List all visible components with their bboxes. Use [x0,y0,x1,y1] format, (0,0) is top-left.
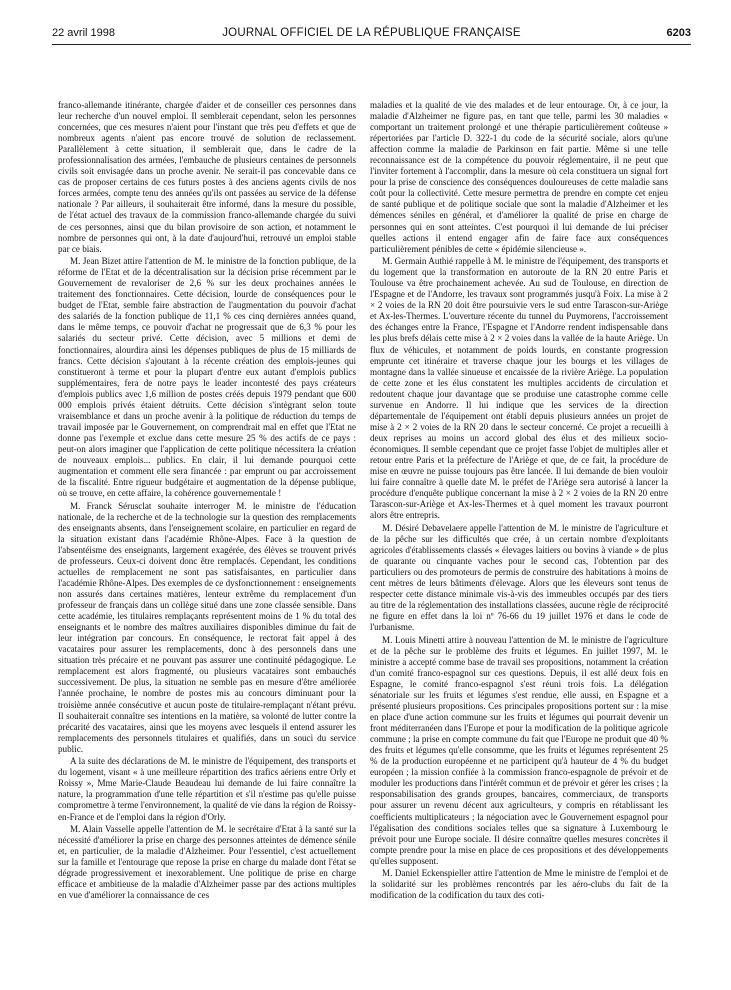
paragraph: M. Franck Sérusclat souhaite interroger M. le ministre de l'éducation nationale, de la recherche et de la technologie sur la question des remplacements des enseignants absents, dans l'enseignement scolaire, en particulier en regard de la situation existant dans l'académie Rhône-Alpes. Face à la question de l'absentéisme des enseignants, largement exagérée, des élèves se trouvent privés de professeurs. Ceux-ci doivent donc être remplacés. Cependant, les conditions actuelles de remplacement ne sont pas satisfaisantes, en particulier dans l'académie Rhône-Alpes. Des exemples de ce dysfonctionnement : enseignements non assurés dans certaines matières, lenteur extrême du remplacement d'un professeur de français dans un collège situé dans une zone classée sensible. Dans cette académie, les titulaires remplaçants représentent moins de 1 % du total des enseignants et le nombre des maîtres auxiliaires disponibles diminue du fait de leur intégration par concours. En conséquence, le rectorat fait appel à des vacataires pour assurer les remplacements, donc à des personnels dans une situation très précaire et ne pouvant pas assurer une continuité pédagogique. Le remplacement est alors fragmenté, ou plusieurs vacataires sont embauchés successivement. De plus, la situation ne semble pas en mesure d'être améliorée l'année prochaine, le nombre de postes mis au concours diminuant pour la troisième année consécutive et aucun poste de titulaire-remplaçant n'étant prévu. Il souhaiterait connaître ses intentions en la matière, sa volonté de lutter contre la précarité des vacataires, ainsi que les moyens avec lesquels il entend assurer les remplacements des personnels titulaires et qualifiés, dans un souci du service public. [58,500,356,754]
header-rule [52,44,691,45]
paragraph: franco-allemande itinérante, chargée d'aider et de conseiller ces personnes dans leur recherche d'un nouvel emploi. Il semblerait cependant, selon les personnes concernées, que ces mesures n'aient pour l'instant que très peu d'effets et que de nombreux agents n'aient pas encore trouvé de solution de reclassement. Parallèlement à cette situation, il semblerait que, dans le cadre de la professionnalisation des armées, l'embauche de plusieurs centaines de personnels civils soit envisagée dans un proche avenir. Ne serait-il pas concevable dans ce cas de proposer certains de ces futurs postes à des anciens agents civils de nos forces armées, compte tenu des années qu'ils ont passées au service de la défense nationale ? Par ailleurs, il souhaiterait être informé, dans la mesure du possible, de l'état actuel des travaux de la commission franco-allemande chargée du suivi de ces personnes, ainsi que du bilan provisoire de son action, et notamment le nombre de personnes qui ont, à la date d'aujourd'hui, retrouvé un emploi stable par ce biais. [58,100,356,254]
issue-date: 22 avril 1998 [52,27,115,39]
left-column [58,100,356,980]
paragraph: M. Germain Authié rappelle à M. le ministre de l'équipement, des transports et du logement que la transformation en autoroute de la RN 20 entre Paris et Toulouse va être prochainement achevée. Au sud de Toulouse, en direction de l'Espagne et de l'Andorre, les travaux sont programmés jusqu'à Foix. La mise à 2 × 2 voies de la RN 20 doit être poursuivie vers le sud entre Tarascon-sur-Ariège et Ax-les-Thermes. L'ouverture récente du tunnel du Puymorens, l'accroissement des échanges entre la France, l'Espagne et l'Andorre rendent indispensable dans les plus brefs délais cette mise à 2 × 2 voies dans la vallée de la haute Ariège. Un flux de véhicules, et notamment de poids lourds, en constante progression emprunte cet itinéraire et traverse chaque jour les bourgs et les villages de montagne dans la vallée sinueuse et encaissée de la rivière Ariège. La population de cette zone et les élus constatent les multiples accidents de circulation et redoutent chaque jour davantage que se produise une catastrophe comme celle survenue en Andorre. Il lui indique que les services de la direction départementale de l'équipement ont établi depuis plusieurs années un projet de mise à 2 × 2 voies de la RN 20 dans le secteur concerné. Ce projet a recueilli à deux reprises au moins un accord global des élus et des milieux socio-économiques. Il semble cependant que ce projet fasse l'objet de multiples aller et retour entre Paris et la préfecture de l'Ariège et que, de ce fait, la procédure de mise en œuvre ne puisse toujours pas être lancée. Il lui demande de bien vouloir lui faire connaître à quelle date M. le préfet de l'Ariège sera autorisé à lancer la procédure d'enquête publique concernant la mise à 2 × 2 voies de la RN 20 entre Tarascon-sur-Ariège et Ax-les-Thermes et à quel moment les travaux pourront alors être entrepris. [370,256,668,521]
paragraph: M. Désiré Debavelaere appelle l'attention de M. le ministre de l'agriculture et de la pêche sur les difficultés que crée, à un certain nombre d'exploitants agricoles d'établissements classés « élevages laitiers ou bovins à viande » de plus de quarante ou cinquante vaches pour le second cas, l'obtention par des particuliers ou des promoteurs de permis de construire des habitations à moins de cent mètres de leurs bâtiments d'élevage. Alors que les éleveurs sont tenus de respecter cette distance minimale vis-à-vis des immeubles occupés par des tiers au titre de la réglementation des installations classées, aucune règle de réciprocité ne figure en effet dans la loi nº 76-66 du 19 juillet 1976 et dans le code de l'urbanisme. [370,522,668,633]
paragraph: M. Daniel Eckenspieller attire l'attention de Mme le ministre de l'emploi et de la solidarité sur les problèmes rencontrés par les aéro-clubs du fait de la modification de la codification du taux des coti- [370,868,668,901]
paragraph: M. Jean Bizet attire l'attention de M. le ministre de la fonction publique, de la réforme de l'Etat et de la décentralisation sur la décision prise récemment par le Gouvernement de revaloriser de 2,6 % sur les deux prochaines années le traitement des fonctionnaires. Cette décision, lourde de conséquences pour le budget de l'Etat, semble faire abstraction de l'augmentation du pouvoir d'achat des salariés de la fonction publique de 11,1 % ces cinq dernières années quand, dans le même temps, ce pouvoir d'achat ne progressait que de 6,3 % pour les salariés du secteur privé. Cette décision, avec 5 millions et demi de fonctionnaires, alourdira ainsi les dépenses publiques de plus de 15 milliards de francs. Cette décision s'ajoutant à la récente création des emplois-jeunes qui constitueront à terme et pour la plupart d'entre eux autant d'emplois publics supplémentaires, fera de notre pays le leader incontesté des pays créateurs d'emplois publics avec 1,6 million de postes créés depuis 1979 pendant que 600 000 emplois privés étaient détruits. Cette décision s'intègrant selon toute vraisemblance et dans un proche avenir à la politique de réduction du temps de travail imposée par le Gouvernement, on comprendrait mal en effet que l'Etat ne donne pas l'exemple et exclue dans cette mesure 25 % des actifs de ce pays : peut-on alors imaginer que l'application de cette politique nécessitera la création de nouveaux emplois... publics. En clair, il lui demande pourquoi cette augmentation et comment elle sera financée : par emprunt ou par accroissement de la fiscalité. Entre rigueur budgétaire et augmentation de la dépense publique, où se trouve, en cette affaire, la cohérence gouvernementale ! [58,256,356,499]
paragraph: M. Louis Minetti attire à nouveau l'attention de M. le ministre de l'agriculture et de la pêche sur le problème des fruits et légumes. En juillet 1997, M. le ministre a accepté comme base de travail ses propositions, notamment la création d'un comité franco-espagnol sur ces questions. Depuis, il est allé deux fois en Espagne, le comité franco-espagnol s'est réuni trois fois. La délégation sénatoriale sur les fruits et légumes s'est rendue, elle aussi, en Espagne et a présenté plusieurs propositions. Ces principales propositions portent sur : la mise en place d'une action commune sur les fruits et légumes qui pourrait devenir un front méditerranéen dans l'Europe et pour la modification de la politique agricole commune ; la prise en compte commune du fait que l'Europe ne produit que 40 % des fruits et légumes qu'elle consomme, que les fruits et légumes représentent 25 % de la production européenne et ne participent qu'à hauteur de 4 % du budget européen ; la mission confiée à la commission franco-espagnole de prévoir et de moduler les productions dans l'intérêt commun et de prévoir et gérer les crises ; la responsabilisation des grands groupes, bancaires, commerciaux, de transports pour assurer un revenu décent aux agriculteurs, y compris en rétablissant les coefficients multiplicateurs ; la négociation avec le Gouvernement espagnol pour l'égalisation des conditions sociales telles que sa signature à Luxembourg le prévoit pour une Europe sociale. Il désire connaître quelles mesures concrètes il compte prendre pour la mise en place de ces propositions et des développements qu'elles supposent. [370,634,668,866]
page-number: 6203 [666,27,691,39]
right-column [370,100,668,980]
paragraph: A la suite des déclarations de M. le ministre de l'équipement, des transports et du logement, visant « à une meilleure répartition des trafics aériens entre Orly et Roissy », Mme Marie-Claude Beaudeau lui demande de lui faire connaître la nature, la programmation d'une telle répartition et s'il n'estime pas qu'elle puisse compromettre à terme l'environnement, la qualité de vie dans la région de Roissy-en-France et de l'emploi dans la région d'Orly. [58,756,356,822]
paragraph: M. Alain Vasselle appelle l'attention de M. le secrétaire d'Etat à la santé sur la nécessité d'améliorer la prise en charge des personnes atteintes de démence sénile et, en particulier, de la maladie d'Alzheimer. Pour l'essentiel, c'est actuellement sur la famille et l'entourage que repose la prise en charge du malade dont l'état se dégrade progressivement et inexorablement. Une politique de prise en charge efficace et ambitieuse de la maladie d'Alzheimer passe par des actions multiples en vue d'améliorer la connaissance de ces [58,824,356,901]
journal-title: JOURNAL OFFICIEL DE LA RÉPUBLIQUE FRANÇAISE [222,27,521,39]
paragraph: maladies et la qualité de vie des malades et de leur entourage. Or, à ce jour, la maladie d'Alzheimer ne figure pas, en tant que telle, parmi les 30 maladies « comportant un traitement prolongé et une thérapie particulièrement coûteuse » répertoriées par l'article D. 322-1 du code de la sécurité sociale, alors qu'une affection comme la maladie de Parkinson en fait partie. Même si une telle reconnaissance est de la compétence du pouvoir réglementaire, il ne peut que l'inviter fortement à l'accomplir, dans la mesure où cela constituera un signal fort pour la prise de conscience des conséquences douloureuses de cette maladie sans coût pour la collectivité. Cette mesure permettra de prendre en compte cet enjeu de santé publique et de politique sociale que sont la maladie d'Alzheimer et les démences séniles en général, et d'améliorer la qualité de prise en charge de personnes qui en sont atteintes. C'est pourquoi il lui demande de lui préciser quelles actions il entend engager afin de faire face aux conséquences particulièrement pénibles de cette « épidémie silencieuse ». [370,100,668,254]
page-header [52,26,691,40]
